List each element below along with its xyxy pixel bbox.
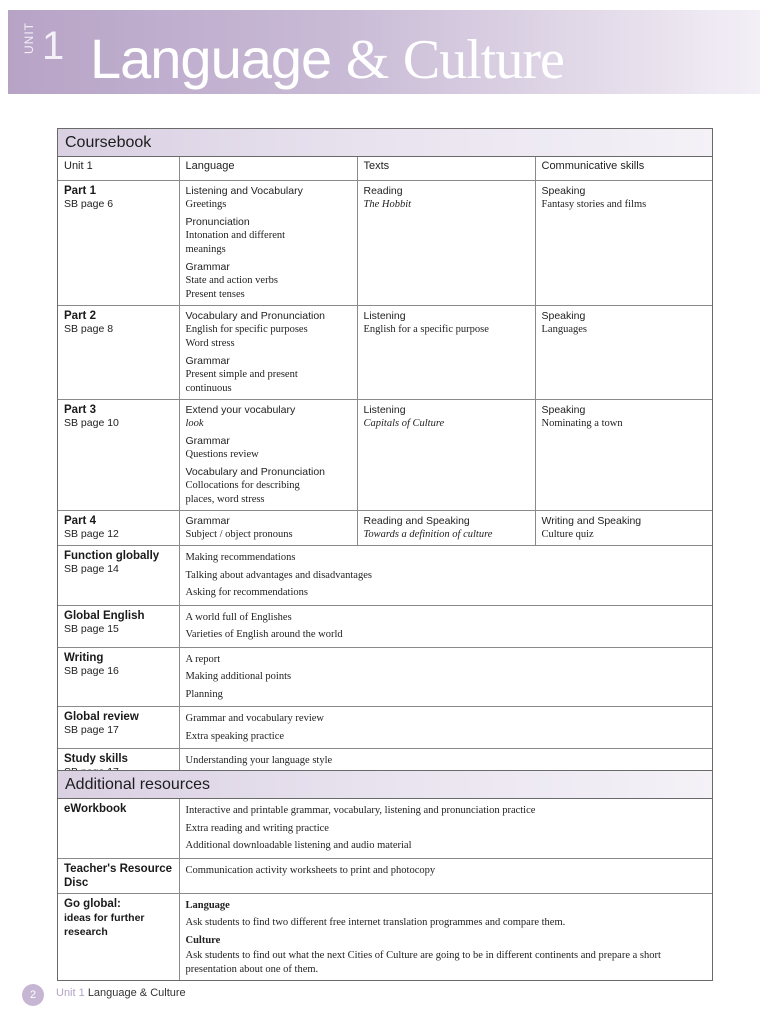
language-item: Collocations for describing — [185, 480, 300, 491]
additional-resources-table — [57, 770, 713, 981]
resource-name-cell — [58, 799, 179, 858]
language-cell — [179, 400, 357, 511]
resource-content-cell — [179, 858, 712, 893]
content-line: Communication activity worksheets to print and photocopy — [185, 864, 436, 876]
language-cell — [179, 511, 357, 546]
resource-content-cell — [179, 893, 712, 980]
col-header-texts: Texts — [357, 157, 535, 181]
texts-cell — [357, 511, 535, 546]
unit-cell — [58, 400, 179, 511]
unit-banner — [8, 10, 760, 94]
skills-item: Culture quiz — [541, 529, 594, 540]
part-page: SB page 10 — [64, 417, 119, 429]
language-cell — [179, 306, 357, 400]
content-line: A world full of Englishes — [185, 611, 292, 623]
table-row — [58, 707, 712, 749]
texts-heading: Listening — [363, 310, 406, 322]
col-header-unit: Unit 1 — [58, 157, 179, 181]
resource-content-cell — [179, 799, 712, 858]
skills-heading: Writing and Speaking — [541, 515, 642, 527]
resource-name: Go global: — [64, 897, 121, 910]
page-title — [90, 26, 564, 92]
col-header-skills: Communicative skills — [535, 157, 712, 181]
section-heading: Language — [185, 899, 230, 911]
texts-cell — [357, 181, 535, 306]
content-line: Ask students to find two different free internet translation programmes and compare them. — [185, 917, 566, 928]
language-item: English for specific purposes — [185, 324, 308, 335]
language-heading: Grammar — [185, 355, 230, 367]
texts-heading: Reading and Speaking — [363, 515, 470, 527]
skills-heading: Speaking — [541, 404, 586, 416]
skills-cell — [535, 181, 712, 306]
texts-item: Capitals of Culture — [363, 418, 445, 429]
skills-heading: Speaking — [541, 185, 586, 197]
language-heading: Listening and Vocabulary — [185, 185, 303, 197]
language-heading: Vocabulary and Pronunciation — [185, 466, 326, 478]
unit-cell — [58, 707, 179, 749]
texts-item: The Hobbit — [363, 199, 412, 210]
content-line: Extra reading and writing practice — [185, 822, 329, 834]
language-item: Greetings — [185, 199, 227, 210]
table-row — [58, 647, 712, 707]
language-heading: Extend your vocabulary — [185, 404, 296, 416]
content-line: Making recommendations — [185, 552, 296, 563]
skills-item: Languages — [541, 324, 587, 335]
skills-heading: Speaking — [541, 310, 586, 322]
language-heading: Pronunciation — [185, 216, 250, 228]
language-cell — [179, 181, 357, 306]
content-line: Extra speaking practice — [185, 730, 285, 742]
skills-cell — [535, 511, 712, 546]
language-item: Subject / object pronouns — [185, 529, 293, 540]
content-line: A report — [185, 653, 221, 665]
table-row — [58, 893, 712, 980]
language-item: Present simple and present — [185, 369, 298, 380]
unit-cell — [58, 306, 179, 400]
part-name: Part 1 — [64, 185, 96, 197]
language-heading: Grammar — [185, 435, 230, 447]
coursebook-table — [57, 128, 713, 784]
additional-resources-grid — [58, 799, 712, 980]
unit-cell — [58, 511, 179, 546]
page-number: 2 — [22, 984, 44, 1006]
unit-cell — [58, 605, 179, 647]
texts-cell — [357, 400, 535, 511]
section-name: Function globally — [64, 550, 160, 562]
table-row — [58, 546, 712, 606]
wide-content-cell — [179, 546, 712, 606]
table-row — [58, 605, 712, 647]
skills-cell — [535, 306, 712, 400]
footer-unit: Unit 1 — [56, 987, 85, 999]
additional-resources-title: Additional resources — [58, 771, 712, 799]
table-row — [58, 400, 712, 511]
content-line: Additional downloadable listening and audio material — [185, 840, 412, 851]
section-name: Writing — [64, 651, 104, 664]
part-name: Part 3 — [64, 404, 96, 416]
language-item: Present tenses — [185, 289, 245, 300]
table-row — [58, 858, 712, 893]
language-item: State and action verbs — [185, 275, 278, 286]
part-page: SB page 6 — [64, 198, 114, 210]
table-row — [58, 511, 712, 546]
language-item: Intonation and different — [185, 230, 286, 241]
col-header-language: Language — [179, 157, 357, 181]
unit-cell — [58, 181, 179, 306]
table-row — [58, 181, 712, 306]
resource-name: eWorkbook — [64, 803, 127, 815]
part-name: Part 4 — [64, 515, 96, 527]
part-page: SB page 8 — [64, 323, 114, 335]
section-name: Global review — [64, 711, 139, 723]
footer-text — [56, 987, 186, 999]
section-name: Global English — [64, 609, 145, 622]
content-line: Ask students to find out what the next Cities of Culture are going to be in different continents and prepare a short presentation about one of them. — [185, 950, 661, 975]
content-line: Talking about advantages and disadvantages — [185, 569, 372, 581]
section-page: SB page 14 — [64, 563, 119, 575]
language-item: meanings — [185, 244, 226, 255]
unit-number: 1 — [42, 24, 65, 68]
coursebook-title: Coursebook — [58, 129, 712, 157]
unit-cell — [58, 647, 179, 707]
content-line: Asking for recommendations — [185, 587, 308, 598]
coursebook-grid — [58, 157, 712, 783]
table-row — [58, 306, 712, 400]
title-word: Language — [90, 27, 332, 90]
texts-heading: Listening — [363, 404, 406, 416]
skills-item: Fantasy stories and films — [541, 199, 647, 210]
section-name: Study skills — [64, 753, 128, 765]
language-item: Questions review — [185, 449, 259, 460]
content-line: Varieties of English around the world — [185, 629, 343, 640]
language-item: places, word stress — [185, 494, 265, 505]
language-item: look — [185, 418, 204, 429]
wide-content-cell — [179, 647, 712, 707]
section-page: SB page 16 — [64, 664, 119, 677]
section-page: SB page 15 — [64, 622, 119, 635]
section-heading: Culture — [185, 934, 221, 946]
part-name: Part 2 — [64, 310, 96, 322]
content-line: Planning — [185, 688, 223, 700]
wide-content-cell — [179, 605, 712, 647]
table-row — [58, 799, 712, 858]
title-ampersand: & — [345, 29, 389, 91]
wide-content-cell — [179, 707, 712, 749]
content-line: Understanding your language style — [185, 755, 333, 766]
unit-cell — [58, 546, 179, 606]
content-line: Grammar and vocabulary review — [185, 713, 324, 724]
language-heading: Grammar — [185, 515, 230, 527]
resource-name-cell — [58, 858, 179, 893]
resource-name-cell — [58, 893, 179, 980]
skills-item: Nominating a town — [541, 418, 623, 429]
unit-label: UNIT — [22, 22, 36, 54]
language-heading: Vocabulary and Pronunciation — [185, 310, 326, 322]
texts-item: English for a specific purpose — [363, 324, 489, 335]
content-line: Interactive and printable grammar, vocabulary, listening and pronunciation practice — [185, 805, 536, 816]
language-heading: Grammar — [185, 261, 230, 273]
texts-item: Towards a definition of culture — [363, 529, 493, 540]
footer-title: Language & Culture — [87, 987, 186, 999]
texts-cell — [357, 306, 535, 400]
resource-name: Teacher's Resource Disc — [64, 862, 172, 889]
content-line: Making additional points — [185, 671, 292, 682]
title-word-culture: Culture — [402, 29, 564, 91]
texts-heading: Reading — [363, 185, 403, 197]
resource-subname: ideas for further research — [64, 911, 145, 938]
skills-cell — [535, 400, 712, 511]
part-page: SB page 12 — [64, 528, 119, 540]
language-item: continuous — [185, 383, 232, 394]
header-row — [58, 157, 712, 181]
language-item: Word stress — [185, 338, 235, 349]
section-page: SB page 17 — [64, 724, 119, 736]
